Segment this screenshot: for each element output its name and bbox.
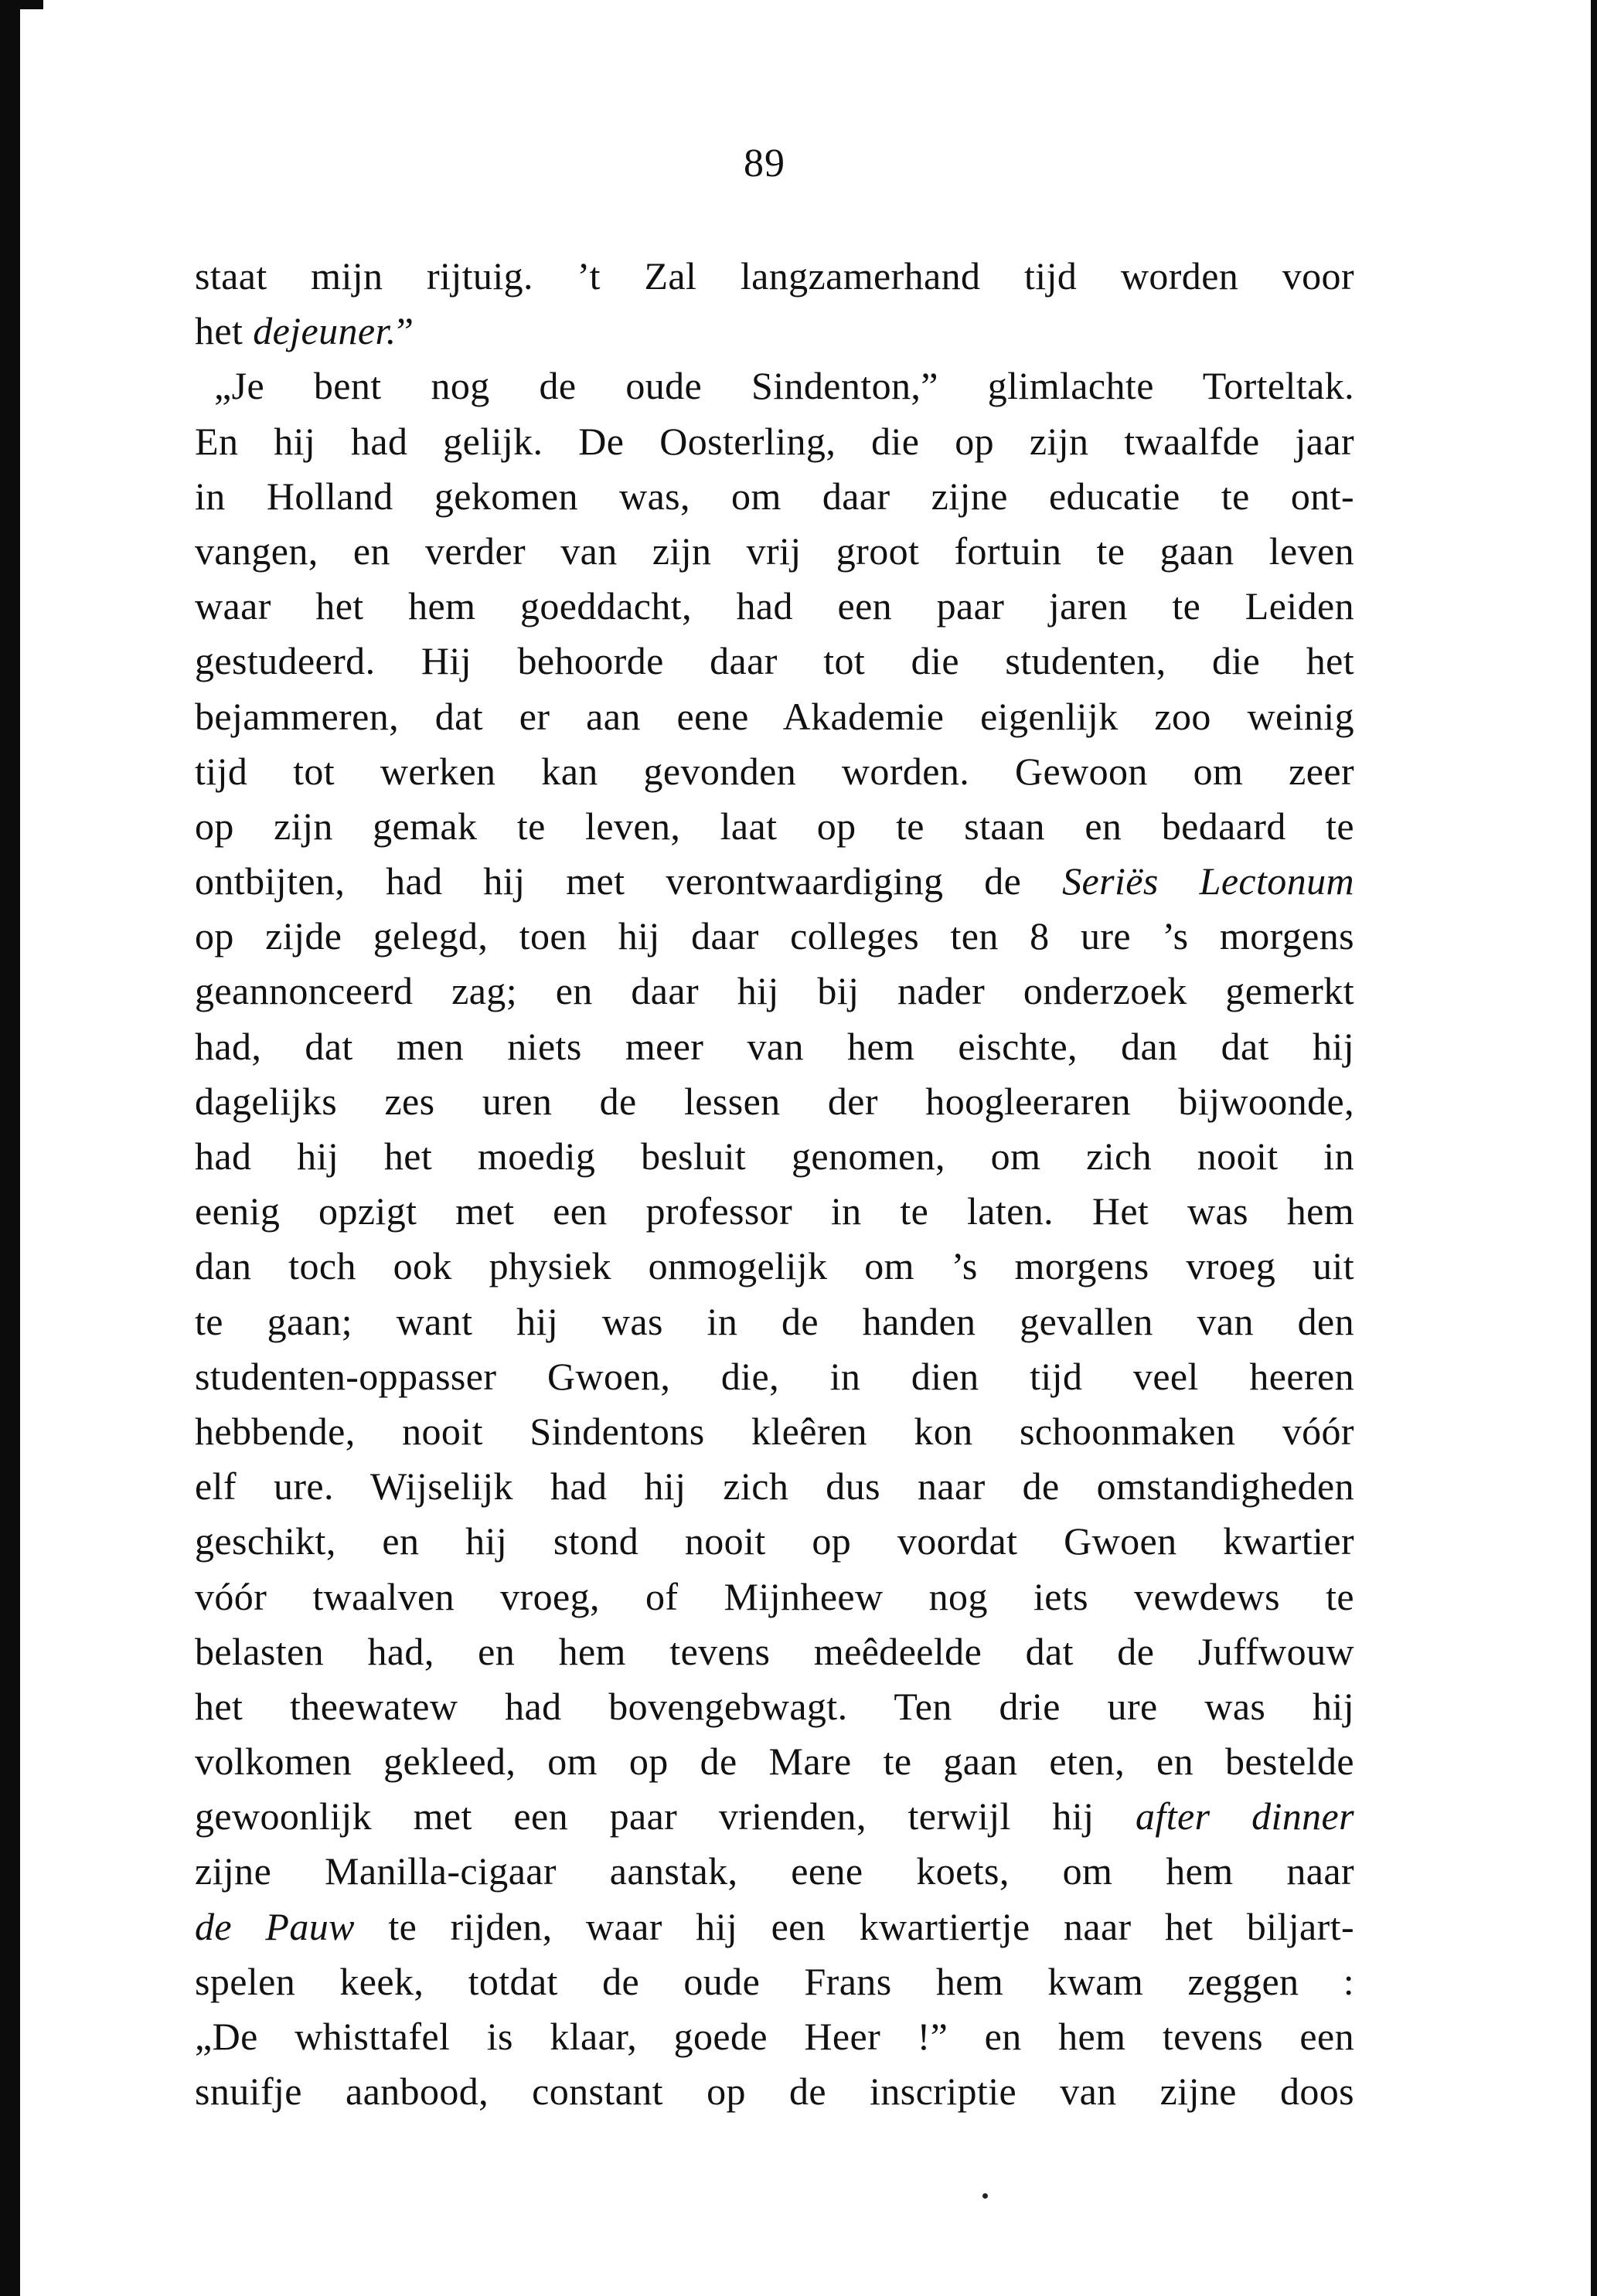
text-run: volkomen gekleed, om op de Mare te gaan eten, en bestelde bbox=[195, 1740, 1354, 1784]
text-run: geschikt, en hij stond nooit op voordat Gwoen kwartier bbox=[195, 1519, 1354, 1563]
text-run: het bbox=[195, 309, 254, 353]
text-run: dan toch ook physiek onmogelijk om ’s morgens vroeg uit bbox=[195, 1244, 1354, 1288]
text-run: snuifje aanbood, constant op de inscriptie van zijne doos bbox=[195, 2070, 1354, 2114]
text-run: elf ure. Wijselijk had hij zich dus naar de omstandigheden bbox=[195, 1464, 1354, 1509]
text-run: spelen keek, totdat de oude Frans hem kwam zeggen : bbox=[195, 1959, 1354, 2003]
text-run: op zijde gelegd, toen hij daar colleges ten 8 ure ’s morgens bbox=[195, 914, 1354, 958]
text-run: gewoonlijk met een paar vrienden, terwijl hij bbox=[195, 1794, 1136, 1839]
text-run: tijd tot werken kan gevonden worden. Gewoon om zeer bbox=[195, 749, 1354, 793]
italic-text: dejeuner. bbox=[253, 309, 397, 353]
text-line bbox=[195, 1129, 1354, 1184]
text-run: ontbijten, had hij met verontwaardiging de bbox=[195, 859, 1063, 903]
text-line bbox=[195, 414, 1354, 469]
text-run: op zijn gemak te leven, laat op te staan en bedaard te bbox=[195, 804, 1354, 848]
text-run: eenig opzigt met een professor in te laten. Het was hem bbox=[195, 1189, 1354, 1233]
body-text bbox=[195, 249, 1354, 2119]
text-line bbox=[195, 1514, 1354, 1569]
text-line bbox=[195, 1459, 1354, 1514]
text-line bbox=[195, 304, 1354, 359]
text-line bbox=[195, 1734, 1354, 1789]
text-line bbox=[195, 634, 1354, 689]
scan-edge-left bbox=[0, 0, 20, 2296]
text-run: vóór twaalven vroeg, of Mijnheew nog iets vewdews te bbox=[195, 1574, 1354, 1618]
text-run: belasten had, en hem tevens meêdeelde dat de Juffwouw bbox=[195, 1629, 1354, 1673]
text-line bbox=[195, 964, 1354, 1019]
text-run: waar het hem goeddacht, had een paar jaren te Leiden bbox=[195, 584, 1354, 628]
italic-text: de Pauw bbox=[195, 1904, 355, 1948]
text-line bbox=[195, 469, 1354, 524]
text-line bbox=[195, 1900, 1354, 1954]
text-run: te gaan; want hij was in de handen gevallen van den bbox=[195, 1299, 1354, 1343]
text-run: te rijden, waar hij een kwartiertje naar het biljart- bbox=[354, 1904, 1354, 1948]
text-run: geannonceerd zag; en daar hij bij nader onderzoek gemerkt bbox=[195, 969, 1354, 1013]
text-run: had, dat men niets meer van hem eischte, dan dat hij bbox=[195, 1024, 1354, 1068]
text-line bbox=[195, 1239, 1354, 1294]
text-run: gestudeerd. Hij behoorde daar tot die studenten, die het bbox=[195, 639, 1354, 683]
italic-text: Seriës Lectonum bbox=[1062, 859, 1355, 903]
scan-edge-right bbox=[1591, 0, 1597, 2296]
text-run: „De whisttafel is klaar, goede Heer !” en hem tevens een bbox=[195, 2015, 1354, 2058]
text-line bbox=[195, 1349, 1354, 1404]
text-run: ” bbox=[396, 309, 414, 353]
text-line bbox=[195, 1570, 1354, 1624]
text-line bbox=[195, 1844, 1354, 1899]
text-run: dagelijks zes uren de lessen der hoogleeraren bijwoonde, bbox=[195, 1079, 1354, 1123]
scan-edge-left-top bbox=[20, 0, 43, 9]
text-run: bejammeren, dat er aan eene Akademie eigenlijk zoo weinig bbox=[195, 694, 1354, 738]
text-run: in Holland gekomen was, om daar zijne educatie te ont- bbox=[195, 474, 1354, 518]
text-line bbox=[195, 744, 1354, 799]
text-run: vangen, en verder van zijn vrij groot fortuin te gaan leven bbox=[195, 529, 1354, 573]
text-run: staat mijn rijtuig. ’t Zal langzamerhand tijd worden voor bbox=[195, 254, 1354, 298]
text-line bbox=[195, 854, 1354, 909]
print-speck bbox=[982, 2193, 988, 2199]
text-line bbox=[195, 1954, 1354, 2009]
text-line bbox=[195, 1074, 1354, 1129]
text-line bbox=[195, 249, 1354, 304]
italic-text: after dinner bbox=[1136, 1794, 1355, 1839]
text-line bbox=[195, 689, 1354, 744]
text-line bbox=[195, 1624, 1354, 1679]
text-run: hebbende, nooit Sindentons kleêren kon schoonmaken vóór bbox=[195, 1409, 1354, 1453]
text-line bbox=[195, 524, 1354, 579]
text-run: studenten-oppasser Gwoen, die, in dien tijd veel heeren bbox=[195, 1354, 1354, 1398]
text-line bbox=[195, 2009, 1354, 2064]
text-line bbox=[195, 909, 1354, 964]
text-run: zijne Manilla-cigaar aanstak, eene koets, om hem naar bbox=[195, 1849, 1354, 1893]
text-line bbox=[195, 1184, 1354, 1239]
text-run: En hij had gelijk. De Oosterling, die op zijn twaalfde jaar bbox=[195, 419, 1354, 463]
text-line bbox=[195, 1789, 1354, 1844]
text-line bbox=[195, 359, 1354, 413]
text-line bbox=[195, 799, 1354, 854]
text-line bbox=[195, 1294, 1354, 1349]
text-line bbox=[195, 2064, 1354, 2119]
text-line bbox=[195, 579, 1354, 634]
page-number: 89 bbox=[744, 141, 785, 185]
text-run: het theewatew had bovengebwagt. Ten drie ure was hij bbox=[195, 1684, 1354, 1728]
text-line bbox=[195, 1019, 1354, 1074]
text-line bbox=[195, 1404, 1354, 1459]
text-run: had hij het moedig besluit genomen, om zich nooit in bbox=[195, 1134, 1354, 1178]
text-run: „Je bent nog de oude Sindenton,” glimlachte Torteltak. bbox=[214, 364, 1354, 408]
text-line bbox=[195, 1679, 1354, 1734]
